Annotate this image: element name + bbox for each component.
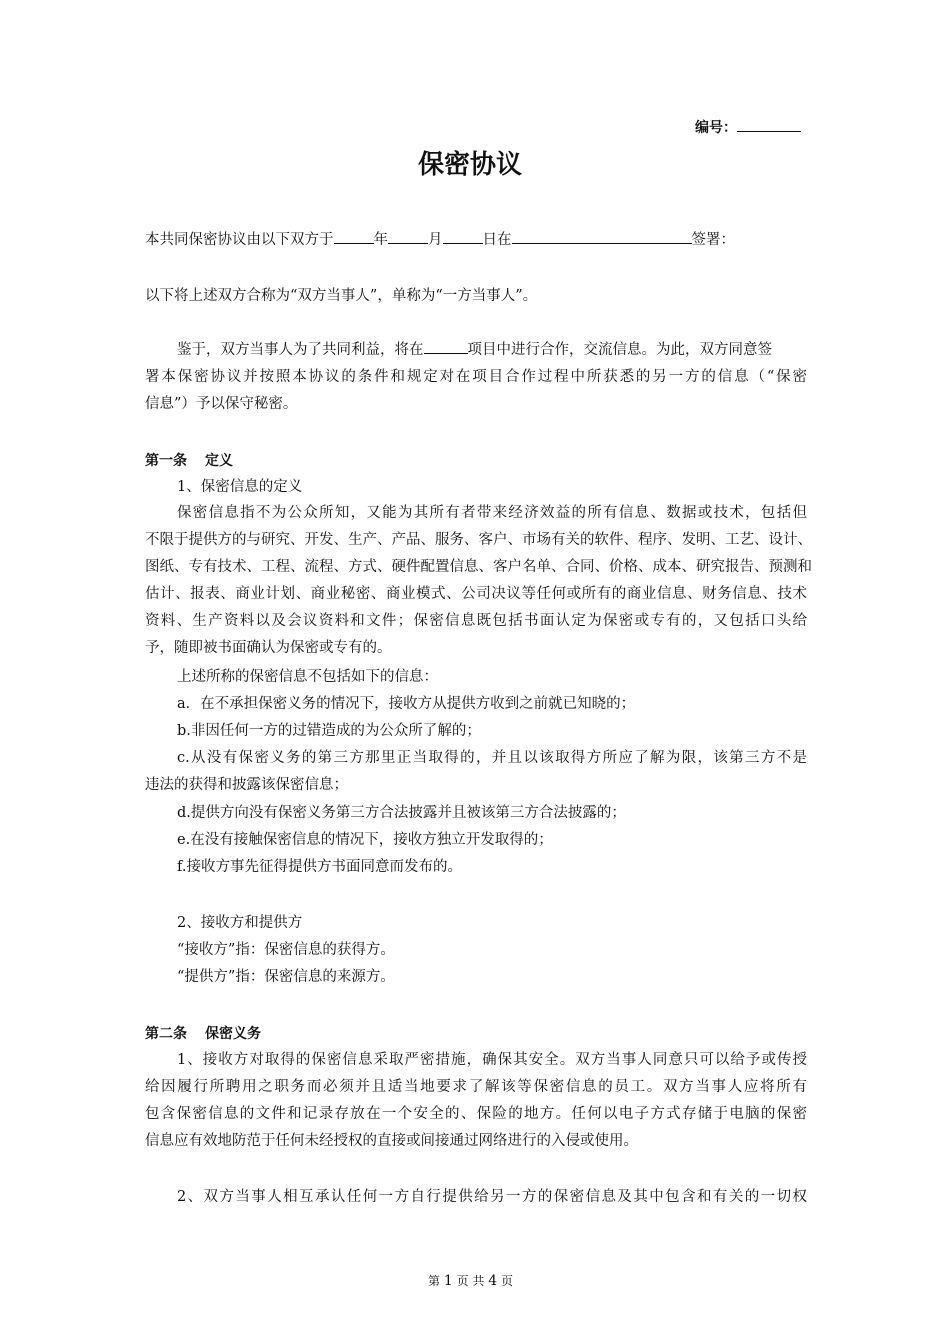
provider-definition: “提供方”指：保密信息的来源方。 (177, 969, 395, 985)
place-blank (512, 228, 692, 244)
intro-day-label: 日在 (482, 232, 512, 248)
intro-year-label: 年 (373, 232, 388, 248)
section-1-1-title: 1、保密信息的定义 (177, 479, 303, 495)
month-blank (388, 228, 428, 244)
definition-line-1: 保密信息指不为公众所知，又能为其所有者带来经济效益的所有信息、数据或技术，包括但 (177, 505, 807, 521)
section-1-2-title: 2、接收方和提供方 (177, 915, 303, 931)
serial-number-label: 编号： (695, 120, 737, 136)
serial-number-field (695, 116, 801, 137)
intro-month-label: 月 (428, 232, 443, 248)
page-current: 1 (443, 1273, 453, 1289)
article-1-title: 定义 (205, 453, 233, 469)
exclusion-e: e.在没有接触保密信息的情况下，接收方独立开发取得的； (177, 832, 553, 848)
exclusion-b: b.非因任何一方的过错造成的为公众所了解的； (177, 723, 481, 739)
exclusion-d: d.提供方向没有保密义务第三方合法披露并且被该第三方合法披露的； (177, 805, 626, 821)
document-title: 保密协议 (418, 150, 523, 180)
day-blank (443, 228, 483, 244)
obligation-1-line-4: 信息应有效地防范于任何未经授权的直接或间接通过网络进行的入侵或使用。 (145, 1133, 638, 1149)
party-reference-paragraph: 以下将上述双方合称为“双方当事人”，单称为“一方当事人”。 (145, 288, 538, 304)
article-2-title: 保密义务 (205, 1026, 261, 1042)
whereas-line-1 (177, 337, 772, 363)
whereas-text-1b: 项目中进行合作，交流信息。为此，双方同意签 (467, 342, 772, 358)
intro-line (145, 227, 735, 253)
project-blank (424, 338, 468, 354)
whereas-text-1a: 鉴于，双方当事人为了共同利益，将在 (177, 342, 424, 358)
page-prefix: 第 (428, 1274, 441, 1288)
obligation-1-line-3: 包含保密信息的文件和记录存放在一个安全的、保险的地方。任何以电子方式存储于电脑的保密 (145, 1106, 807, 1122)
obligation-1-line-2: 给因履行所聘用之职务而必须并且适当地要求了解该等保密信息的员工。双方当事人应将所有 (145, 1079, 807, 1095)
page-total: 4 (488, 1273, 498, 1289)
article-1-number: 第一条 (145, 453, 187, 469)
whereas-line-2: 署本保密协议并按照本协议的条件和规定对在项目合作过程中所获悉的另一方的信息（“保密 (145, 369, 807, 385)
definition-line-2: 不限于提供方的与研究、开发、生产、产品、服务、客户、市场有关的软件、程序、发明、工艺、设计、 (145, 532, 812, 548)
article-1-heading (145, 450, 233, 470)
exclusion-c-line-1: c.从没有保密义务的第三方那里正当取得的，并且以该取得方所应了解为限，该第三方不是 (177, 750, 807, 766)
article-2-number: 第二条 (145, 1026, 187, 1042)
page-mid: 页 共 (456, 1274, 485, 1288)
page-suffix: 页 (501, 1274, 514, 1288)
whereas-line-3: 信息”）予以保守秘密。 (145, 396, 298, 412)
serial-number-blank (737, 116, 801, 132)
obligation-1-line-1: 1、接收方对取得的保密信息采取严密措施，确保其安全。双方当事人同意只可以给予或传授 (177, 1052, 807, 1068)
recipient-definition: “接收方”指：保密信息的获得方。 (177, 942, 395, 958)
exclusion-a: a．在不承担保密义务的情况下，接收方从提供方收到之前就已知晓的； (177, 696, 636, 712)
definition-line-3: 图纸、专有技术、工程、流程、方式、硬件配置信息、客户名单、合同、价格、成本、研究报告、预测和 (145, 559, 812, 575)
definition-line-5: 资料、生产资料以及会议资料和文件；保密信息既包括书面认定为保密或专有的，又包括口头给 (145, 613, 807, 629)
intro-text-1: 本共同保密协议由以下双方于 (145, 232, 334, 248)
intro-sign-label: 签署： (691, 232, 735, 248)
article-2-heading (145, 1023, 261, 1043)
exclusions-intro: 上述所称的保密信息不包括如下的信息： (177, 669, 438, 685)
page-footer (428, 1272, 513, 1289)
obligation-2-line-1: 2、双方当事人相互承认任何一方自行提供给另一方的保密信息及其中包含和有关的一切权 (177, 1189, 807, 1205)
exclusion-f: f.接收方事先征得提供方书面同意而发布的。 (177, 859, 462, 875)
year-blank (334, 228, 374, 244)
definition-line-4: 估计、报表、商业计划、商业秘密、商业模式、公司决议等任何或所有的商业信息、财务信息、技术 (145, 586, 807, 602)
exclusion-c-line-2: 违法的获得和披露该保密信息； (145, 777, 348, 793)
definition-line-6: 予，随即被书面确认为保密或专有的。 (145, 640, 392, 656)
